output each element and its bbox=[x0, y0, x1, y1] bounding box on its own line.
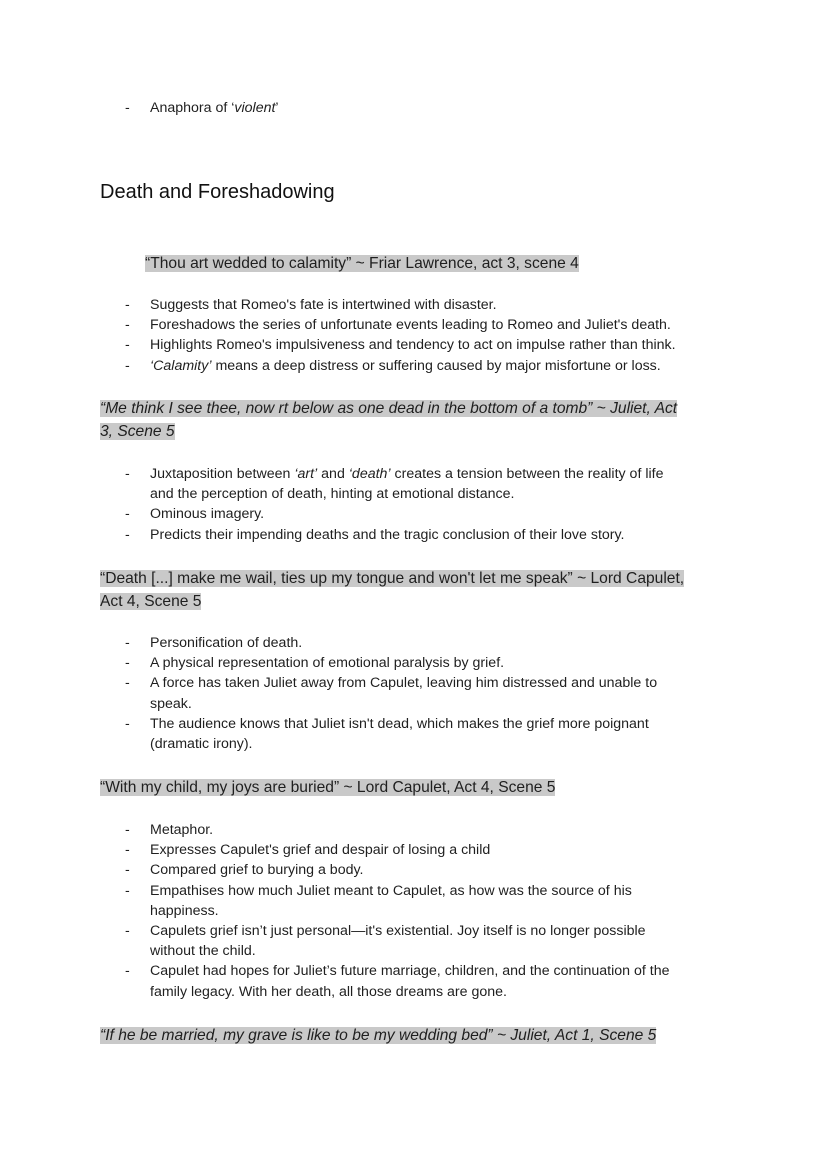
list-item: - Capulets grief isn’t just personal—it's existential. Joy itself is no longer possible without the child. bbox=[125, 923, 646, 960]
bullet-list-1 bbox=[0, 295, 726, 376]
quote-grave-wedding-bed: “If he be married, my grave is like to be my wedding bed” ~ Juliet, Act 1, Scene 5 bbox=[100, 1027, 657, 1044]
list-item: - The audience knows that Juliet isn't dead, which makes the grief more poignant (dramatic irony). bbox=[125, 715, 649, 753]
list-item: - Foreshadows the series of unfortunate events leading to Romeo and Juliet's death. bbox=[125, 317, 671, 334]
list-item: - Metaphor. bbox=[125, 822, 214, 838]
quote-death-wail: “Death [...] make me wail, ties up my tongue and won't let me speak” ~ Lord Capulet, Act 4, Scene 5 bbox=[100, 570, 685, 610]
list-item: - ‘Calamity’ means a deep distress or suffering caused by major misfortune or loss. bbox=[125, 357, 661, 374]
list-item: - Highlights Romeo's impulsiveness and tendency to act on impulse rather than think. bbox=[125, 337, 676, 354]
bullet-list-top bbox=[0, 98, 726, 118]
quote-tomb: “Me think I see thee, now rt below as one dead in the bottom of a tomb” ~ Juliet, Act 3, Scene 5 bbox=[100, 400, 678, 440]
list-item: - A physical representation of emotional paralysis by grief. bbox=[125, 655, 505, 672]
section-heading: Death and Foreshadowing bbox=[100, 181, 335, 203]
list-item: - Juxtaposition between ‘art’ and ‘death’ creates a tension between the reality of life and the perception of death, hinting at emotional distance. bbox=[125, 466, 664, 503]
bullet-list-2 bbox=[0, 464, 726, 545]
list-item: - Suggests that Romeo's fate is intertwined with disaster. bbox=[125, 297, 497, 313]
list-item: - Ominous imagery. bbox=[125, 506, 265, 523]
bullet-list-3 bbox=[0, 633, 726, 754]
list-item: - Personification of death. bbox=[125, 635, 303, 651]
list-item: - Compared grief to burying a body. bbox=[125, 862, 364, 879]
list-item: - Predicts their impending deaths and the tragic conclusion of their love story. bbox=[125, 526, 625, 543]
list-item: - Empathises how much Juliet meant to Capulet, as how was the source of his happiness. bbox=[125, 882, 632, 919]
quote-calamity: “Thou art wedded to calamity” ~ Friar Lawrence, act 3, scene 4 bbox=[145, 255, 579, 272]
list-item: - Expresses Capulet's grief and despair of losing a child bbox=[125, 842, 491, 859]
list-item: - A force has taken Juliet away from Capulet, leaving him distressed and unable to speak. bbox=[125, 675, 658, 712]
quote-joys-buried: “With my child, my joys are buried” ~ Lord Capulet, Act 4, Scene 5 bbox=[100, 779, 556, 796]
bullet-list-4 bbox=[0, 820, 726, 1002]
list-item: - Anaphora of ‘violent’ bbox=[125, 100, 279, 116]
list-item: - Capulet had hopes for Juliet’s future marriage, children, and the continuation of the family legacy. With her death, all those dreams are gone. bbox=[125, 963, 670, 1000]
